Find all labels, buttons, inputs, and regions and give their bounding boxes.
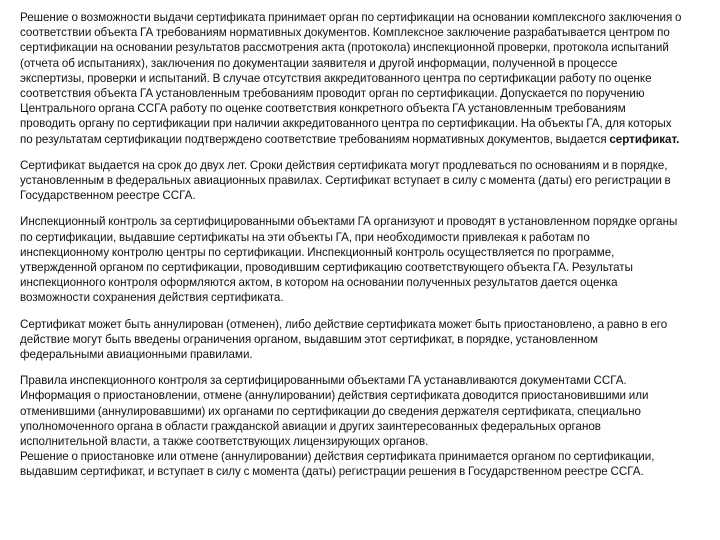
text-line: (отчета об испытаниях), заключения по документации заявителя и другой информации, полученной в процессе [20,56,618,70]
text-line: уполномоченного органа в области гражданской авиации и других заинтересованных федеральных органов [20,419,601,433]
text-line: Правила инспекционного контроля за сертифицированными объектами ГА устанавливаются документами ССГА. [20,374,627,388]
text-line: Государственном реестре ССГА. [20,189,196,203]
text-line: Сертификат выдается на срок до двух лет. Сроки действия сертификата могут продлеваться по основаниям и в порядке, [20,158,668,172]
text-line: Решение о приостановке или отмене (аннулировании) действия сертификата принимается органом по сертификации, [20,450,655,464]
text-line: установленным в федеральных авиационных правилах. Сертификат вступает в силу с момента (даты) его регистрации в [20,174,671,188]
paragraph-certificate-validity [20,158,710,204]
text-line [20,132,710,147]
text-line: Решение о возможности выдачи сертификата принимает орган по сертификации на основании комплексного заключения о [20,11,682,24]
text-line: выдавшим сертификат, и вступает в силу с момента (даты) регистрации решения в Государственном реестре ССГА. [20,465,644,479]
text-line: федеральными авиационными правилами. [20,348,253,362]
text-line: Сертификат может быть аннулирован (отменен), либо действие сертификата может быть приостановлено, а равно в его [20,317,668,331]
text-line: инспекционного контроля оформляются актом, в котором на основании полученных результатов дается оценка [20,276,618,290]
text-line: сертификации на основании результатов рассмотрения акта (протокола) инспекционной проверки, протокола испытаний [20,41,669,55]
text-line: утвержденной органом по сертификации, проводившим сертификацию соответствующего объекта ГА. Результаты [20,261,633,275]
text-line: экспертизы, проверки и испытаний. В случае отсутствия аккредитованного центра по сертификации работу по оценке [20,71,652,85]
paragraph-inspection-control [20,214,710,305]
text-line: Инспекционный контроль за сертифицированными объектами ГА организуют и проводят в установленном порядке органы [20,215,678,229]
text-line: соответствия объекта ГА установленным требованиям проводит орган по сертификации. Допускается по поручению [20,87,645,101]
text-line: возможности сохранения действия сертификата. [20,291,284,305]
text-line: отменившими (аннулировавшими) их органами по сертификации до сведения держателя сертификата, специально [20,404,641,418]
emphasized-term: сертификат. [609,132,680,146]
text-line: соответствии объекта ГА требованиям нормативных документов. Комплексное заключение разрабатывается центром по [20,26,670,40]
paragraph-certificate-decision [20,10,710,147]
paragraph-inspection-rules [20,373,710,479]
text-line: Информация о приостановлении, отмене (аннулировании) действия сертификата доводится приостановившими или [20,389,649,403]
text-line: исполнительной власти, а также соответствующих лицензирующих органов. [20,435,429,449]
paragraph-certificate-annulment [20,317,710,363]
text-line-prefix: по результатам сертификации подтверждено соответствие требованиям нормативных документов, выдается [20,132,610,146]
text-line: инспекционному контролю центры по сертификации. Инспекционный контроль осуществляется по программе, [20,245,615,259]
text-line: Центрального органа ССГА работу по оценке соответствия конкретного объекта ГА установленным требованиям [20,102,626,116]
text-line: проводить органу по сертификации при наличии аккредитованного центра по сертификации. На объекты ГА, для которых [20,117,672,131]
text-line: действие могут быть введены ограничения органом, выдавшим этот сертификат, в порядке, установленном [20,332,599,346]
text-line: по сертификации, выдавшие сертификаты на эти объекты ГА, при необходимости привлекая к работам по [20,230,590,244]
